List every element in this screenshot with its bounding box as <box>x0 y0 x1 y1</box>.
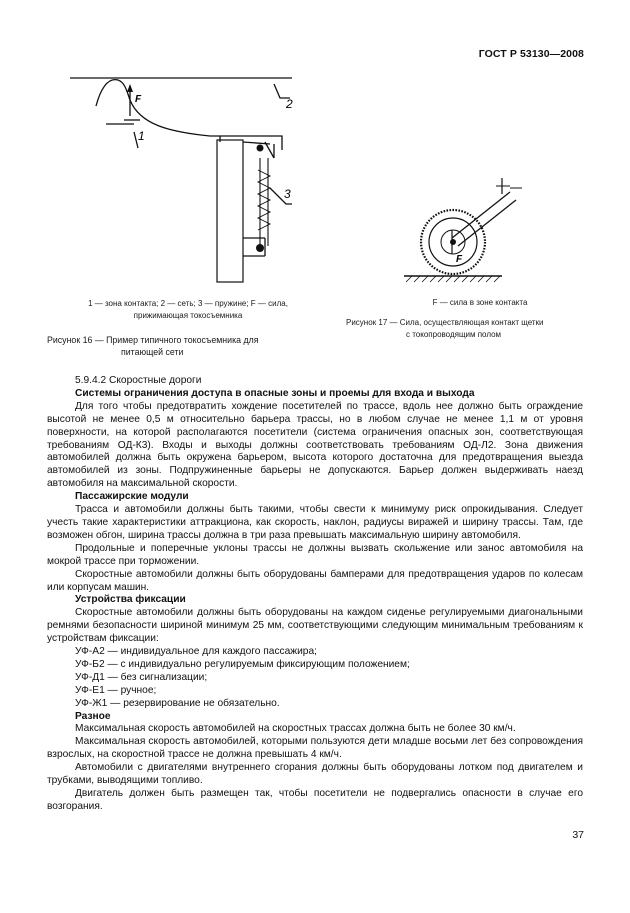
figure-17-title-line2: с токопроводящим полом <box>406 330 502 339</box>
figure-16-drawing <box>60 70 310 290</box>
mounting-post <box>217 140 243 282</box>
paragraph: Продольные и поперечные уклоны трассы не должны вызвать скольжение или занос автомобиля на мокрой трассе при торможении. <box>47 542 583 567</box>
standard-number: ГОСТ Р 53130—2008 <box>478 48 584 60</box>
paragraph: Двигатель должен быть размещен так, чтобы посетители не подвергались опасности в случае его возгорания. <box>47 788 583 812</box>
page-number: 37 <box>572 829 584 841</box>
brush-arm <box>452 192 510 238</box>
list-item: УФ-Б2 — с индивидуально регулируемым фиксирующим положением; <box>75 658 410 670</box>
figure-16-legend-line2: прижимающая токосъемника <box>133 311 243 320</box>
body-text <box>47 375 583 814</box>
label-F: F <box>456 254 463 265</box>
figure-16-legend <box>66 298 310 322</box>
paragraph: Максимальная скорость автомобилей, которыми пользуются дети младше восьми лет без сопровождения взрослых, на скоростной трассе не должна превышать 4 км/ч. <box>47 736 583 761</box>
figure-17-title <box>346 317 586 341</box>
paragraph: Трасса и автомобили должны быть такими, чтобы свести к минимуму риск опрокидывания. Следует учесть такие характеристики аттракциона, как скорость, наклон, радиусы виражей и ширину трассы. Там, где возможен обгон, ширина трассы должна в три раза превышать максимальную ширину автомобиля. <box>47 504 583 541</box>
label-3: 3 <box>284 187 291 201</box>
leader-2 <box>274 84 290 98</box>
figure-17-legend: F — сила в зоне контакта <box>432 298 528 307</box>
figure-16-title <box>47 334 315 358</box>
paragraph: Автомобили с двигателями внутреннего сгорания должны быть оборудованы лотком под двигателем и трубками, выводящими топливо. <box>47 762 583 787</box>
figure-16-title-line2: питающей сети <box>121 347 184 357</box>
paragraph: Скоростные автомобили должны быть оборудованы бамперами для предотвращения ударов по колесам или корпусам машин. <box>47 568 583 593</box>
subheading-misc: Разное <box>75 710 111 722</box>
list-item: УФ-Д1 — без сигнализации; <box>75 671 208 683</box>
section-heading: 5.9.4.2 Скоростные дороги <box>75 375 202 386</box>
figure-17-title-line1: Рисунок 17 — Сила, осуществляющая контакт щетки <box>346 318 544 327</box>
figure-16-legend-line1: 1 — зона контакта; 2 — сеть; 3 — пружине; F — сила, <box>88 299 288 308</box>
subheading-modules: Пассажирские модули <box>75 491 189 503</box>
list-item: УФ-А2 — индивидуальное для каждого пассажира; <box>75 646 317 658</box>
paragraph: Скоростные автомобили должны быть оборудованы на каждом сиденье регулируемыми диагональными ремнями безопасности шириной минимум 25 мм, соответствующими следующим минимальным требованиям к устройствам фиксации: <box>47 607 583 645</box>
paragraph: Максимальная скорость автомобилей на скоростных трассах должна быть не более 30 км/ч. <box>75 723 516 735</box>
subheading-restraints: Устройства фиксации <box>75 594 186 606</box>
label-F: F <box>135 94 142 105</box>
figure-17-drawing <box>398 168 538 288</box>
label-2: 2 <box>286 97 293 111</box>
list-item: УФ-Ж1 — резервирование не обязательно. <box>75 697 280 709</box>
collector-bow <box>96 80 282 150</box>
paragraph: Для того чтобы предотвратить хождение посетителей по трассе, вдоль нее должно быть ограждение высотой не менее 0,5 м относительно барьера трассы, но в любом случае не менее 1,1 м от уровня поверхности, на которой располагаются посетители (система ограничения опасных зон, соответствующая требованиям ОД-К3). Входы и выходы должны соответствовать требованиям ОД-Л2. Зона движения автомобилей должна быть окружена барьером, высота которого достаточна для предотвращения выезда автомобилей из зоны. Подпружиненные барьеры не допускаются. Барьер должен выдерживать наезд автомобиля на максимальной скорости. <box>47 400 583 490</box>
list-item: УФ-Е1 — ручное; <box>75 684 157 696</box>
subheading-access: Системы ограничения доступа в опасные зоны и проемы для входа и выхода <box>75 387 475 399</box>
figure-16-title-line1: Рисунок 16 — Пример типичного токосъемника для <box>47 335 259 345</box>
label-1: 1 <box>138 129 145 143</box>
